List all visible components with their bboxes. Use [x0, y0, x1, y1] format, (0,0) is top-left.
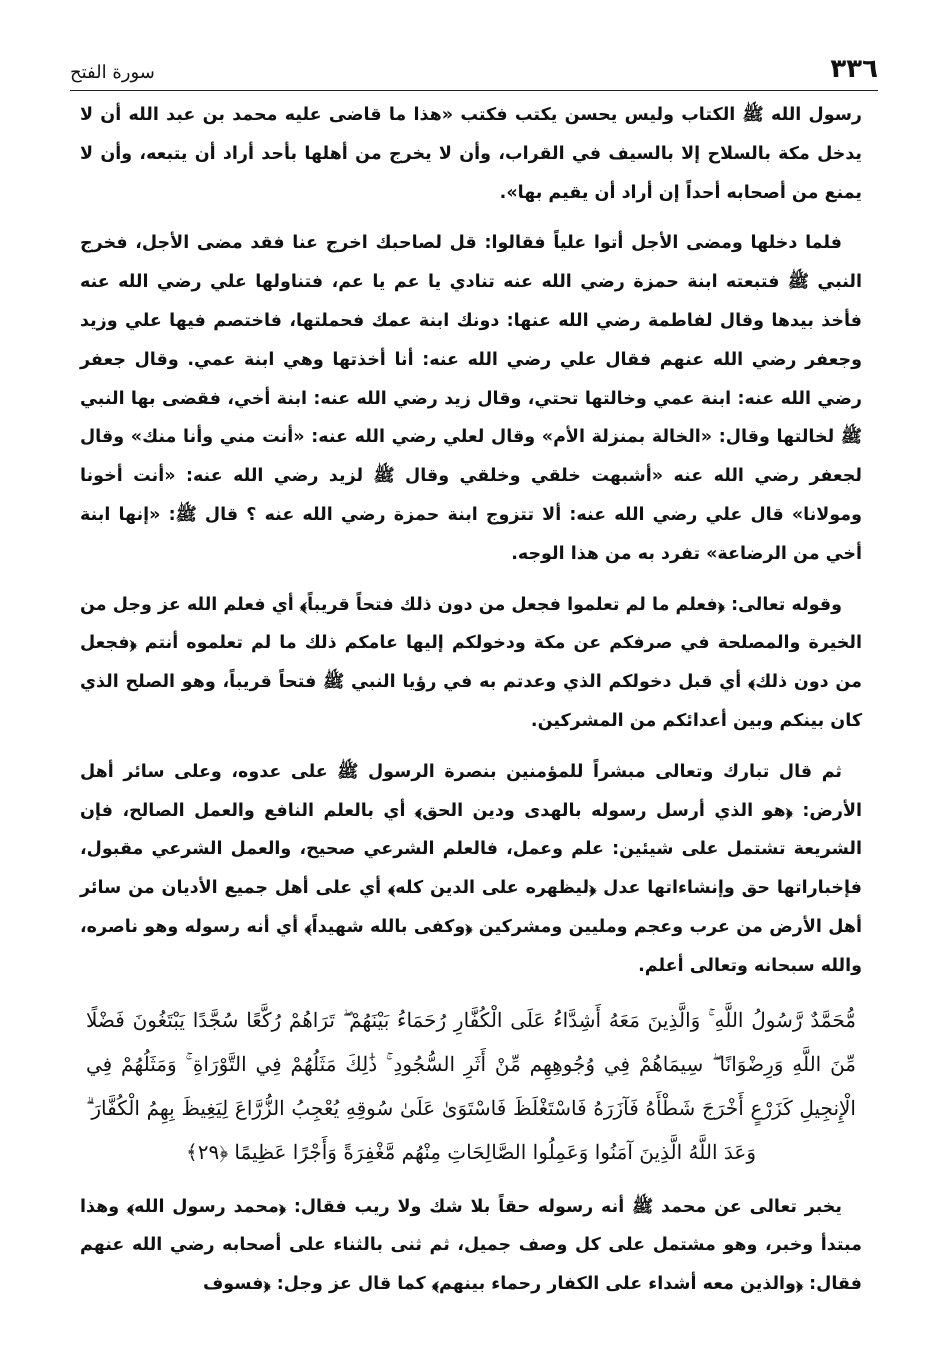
paragraph-4: ثم قال تبارك وتعالى مبشراً للمؤمنين بنصرة الرسول ﷺ على عدوه، وعلى سائر أهل الأرض: ﴿هو الذي أرسل رسوله بالهدى ودين الحق﴾ أي بالعلم النافع والعمل الصالح، فإن الشريعة تشتمل على شيئين: علم وعمل، فالعلم الشرعي صحيح، والعمل الشرعي مقبول، فإخباراتها حق وإنشاءاتها عدل ﴿ليظهره على الدين كله﴾ أي على أهل جميع الأديان من سائر أهل الأرض من عرب وعجم ومليين ومشركين ﴿وكفى بالله شهيداً﴾ أي أنه رسوله وهو ناصره، والله سبحانه وتعالى أعلم. — [80, 761, 862, 976]
page-number: ٣٣٦ — [830, 54, 878, 84]
paragraph-1: رسول الله ﷺ الكتاب وليس يحسن يكتب فكتب «هذا ما قاضى عليه محمد بن عبد الله أن لا يدخل مكة بالسلاح إلا بالسيف في القراب، وأن لا يخرج من أهلها بأحد أراد أن يتبعه، وأن لا يمنع من أصحابه أحداً إن أراد أن يقيم بها». — [80, 105, 862, 203]
header-divider — [70, 90, 878, 91]
quran-verse: مُّحَمَّدٌ رَّسُولُ اللَّهِ ۚ وَالَّذِينَ مَعَهُ أَشِدَّاءُ عَلَى الْكُفَّارِ رُحَمَاءُ بَيْنَهُمْ ۖ تَرَاهُمْ رُكَّعًا سُجَّدًا يَبْتَغُونَ فَضْلًا مِّنَ اللَّهِ وَرِضْوَانًا ۖ سِيمَاهُمْ فِي وُجُوهِهِم مِّنْ أَثَرِ السُّجُودِ ۚ ذَٰلِكَ مَثَلُهُمْ فِي التَّوْرَاةِ ۚ وَمَثَلُهُمْ فِي الْإِنجِيلِ كَزَرْعٍ أَخْرَجَ شَطْأَهُ فَآزَرَهُ فَاسْتَغْلَظَ فَاسْتَوَىٰ عَلَىٰ سُوقِهِ يُعْجِبُ الزُّرَّاعَ لِيَغِيظَ بِهِمُ الْكُفَّارَ ۗ وَعَدَ اللَّهُ الَّذِينَ آمَنُوا وَعَمِلُوا الصَّالِحَاتِ مِنْهُم مَّغْفِرَةً وَأَجْرًا عَظِيمًا ﴿٢٩﴾ — [86, 1007, 856, 1164]
page-header — [70, 50, 878, 94]
paragraph-2: فلما دخلها ومضى الأجل أتوا علياً فقالوا: قل لصاحبك اخرج عنا فقد مضى الأجل، فخرج النبي ﷺ فتبعته ابنة حمزة رضي الله عنه تنادي يا عم يا عم، فتناولها علي رضي الله عنه فأخذ بيدها وقال لفاطمة رضي الله عنها: دونك ابنة عمك فحملتها، فاختصم فيها علي وزيد وجعفر رضي الله عنهم فقال علي رضي الله عنه: أنا أخذتها وهي ابنة عمي. وقال جعفر رضي الله عنه: ابنة عمي وخالتها تحتي، وقال زيد رضي الله عنه: ابنة أخي، فقضى بها النبي ﷺ لخالتها وقال: «الخالة بمنزلة الأم» وقال لعلي رضي الله عنه: «أنت مني وأنا منك» وقال لجعفر رضي الله عنه «أشبهت خلقي وخلقي وقال ﷺ لزيد رضي الله عنه: «أنت أخونا ومولانا» قال علي رضي الله عنه: ألا تتزوج ابنة حمزة رضي الله عنه ؟ قال ﷺ: «إنها ابنة أخي من الرضاعة» تفرد به من هذا الوجه. — [80, 233, 862, 564]
surah-name: سورة الفتح — [70, 62, 155, 83]
paragraph-5: يخبر تعالى عن محمد ﷺ أنه رسوله حقاً بلا شك ولا ريب فقال: ﴿محمد رسول الله﴾ وهذا مبتدأ وخبر، وهو مشتمل على كل وصف جميل، ثم ثنى بالثناء على أصحابه رضي الله عنهم فقال: ﴿والذين معه أشداء على الكفار رحماء بينهم﴾ كما قال عز وجل: ﴿فسوف — [80, 1196, 862, 1295]
paragraph-3: وقوله تعالى: ﴿فعلم ما لم تعلموا فجعل من دون ذلك فتحاً قريباً﴾ أي فعلم الله عز وجل من الخيرة والمصلحة في صرفكم عن مكة ودخولكم إليها عامكم ذلك ما لم تعلموه أنتم ﴿فجعل من دون ذلك﴾ أي قبل دخولكم الذي وعدتم به في رؤيا النبي ﷺ فتحاً قريباً، وهو الصلح الذي كان بينكم وبين أعدائكم من المشركين. — [80, 594, 862, 731]
page-body — [80, 96, 862, 1316]
